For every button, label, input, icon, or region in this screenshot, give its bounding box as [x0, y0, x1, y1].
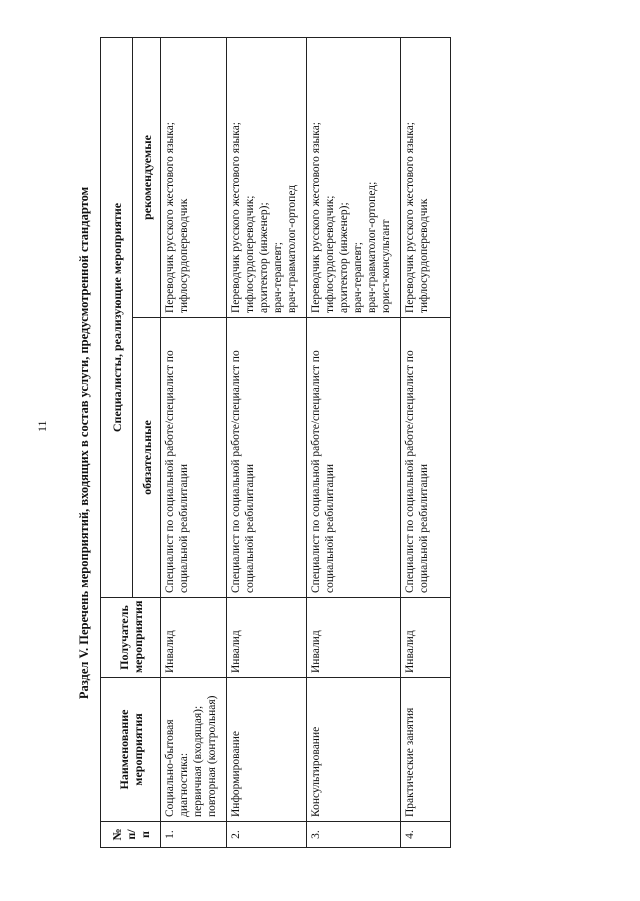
header-specialists: Специалисты, реализующие мероприятие — [101, 38, 133, 598]
page-number: 11 — [35, 420, 49, 432]
header-mandatory: обязательные — [133, 318, 161, 598]
activity-name-line: первичная (входящая); — [192, 705, 204, 817]
recommended-specialists-line: тифлосурдопереводчик — [178, 198, 190, 313]
document-body — [74, 38, 609, 848]
activity-name — [227, 678, 307, 822]
activity-name-line: Практические занятия — [404, 707, 416, 817]
activity-name — [161, 678, 227, 822]
recommended-specialists — [161, 38, 227, 318]
recommended-specialists-line: врач-терапевт; — [352, 242, 364, 313]
mandatory-specialists: Специалист по социальной работе/специалист по социальной реабилитации — [401, 318, 451, 598]
header-num: № п/п — [101, 822, 161, 848]
recommended-specialists-line: Переводчик русского жестового языка; — [404, 122, 416, 313]
table-row — [401, 38, 451, 848]
recommended-specialists-line: Переводчик русского жестового языка; — [230, 122, 242, 313]
recommended-specialists-line: тифлосурдопереводчик; — [324, 195, 336, 313]
activity-name-line: повторная (контрольная) — [206, 695, 218, 817]
row-number: 2. — [227, 822, 307, 848]
recommended-specialists-line: Переводчик русского жестового языка; — [310, 122, 322, 313]
recommended-specialists — [227, 38, 307, 318]
activity-name — [401, 678, 451, 822]
header-name: Наименование мероприятия — [101, 678, 161, 822]
table-row — [307, 38, 401, 848]
recipient: Инвалид — [161, 598, 227, 678]
activities-table — [100, 37, 451, 848]
header-recommended: рекомендуемые — [133, 38, 161, 318]
mandatory-specialists: Специалист по социальной работе/специалист по социальной реабилитации — [161, 318, 227, 598]
recipient: Инвалид — [307, 598, 401, 678]
mandatory-specialists: Специалист по социальной работе/специалист по социальной реабилитации — [307, 318, 401, 598]
row-number: 4. — [401, 822, 451, 848]
recommended-specialists-line: врач-травматолог-ортопед; — [366, 181, 378, 313]
recommended-specialists-line: врач-травматолог-ортопед — [286, 184, 298, 313]
recommended-specialists-line: тифлосурдопереводчик; — [244, 195, 256, 313]
activity-name-line: Социально-бытовая диагностика: — [164, 719, 190, 817]
section-title: Раздел V. Перечень мероприятий, входящих в состав услуги, предусмотренной стандартом — [77, 186, 91, 700]
recipient: Инвалид — [401, 598, 451, 678]
row-number: 1. — [161, 822, 227, 848]
recommended-specialists — [307, 38, 401, 318]
mandatory-specialists: Специалист по социальной работе/специалист по социальной реабилитации — [227, 318, 307, 598]
activity-name — [307, 678, 401, 822]
activity-name-line: Консультирование — [310, 726, 322, 817]
recommended-specialists-line: врач-терапевт; — [272, 242, 284, 313]
table-row — [227, 38, 307, 848]
recommended-specialists-line: архитектор (инженер); — [258, 202, 270, 313]
recommended-specialists-line: тифлосурдопереводчик — [418, 198, 430, 313]
recommended-specialists-line: архитектор (инженер); — [338, 202, 350, 313]
header-recipient: Получатель мероприятия — [101, 598, 161, 678]
recommended-specialists-line: Переводчик русского жестового языка; — [164, 122, 176, 313]
table-row — [161, 38, 227, 848]
recommended-specialists — [401, 38, 451, 318]
recommended-specialists-line: юрист-консультант — [380, 219, 392, 313]
recipient: Инвалид — [227, 598, 307, 678]
row-number: 3. — [307, 822, 401, 848]
activity-name-line: Информирование — [230, 731, 242, 817]
